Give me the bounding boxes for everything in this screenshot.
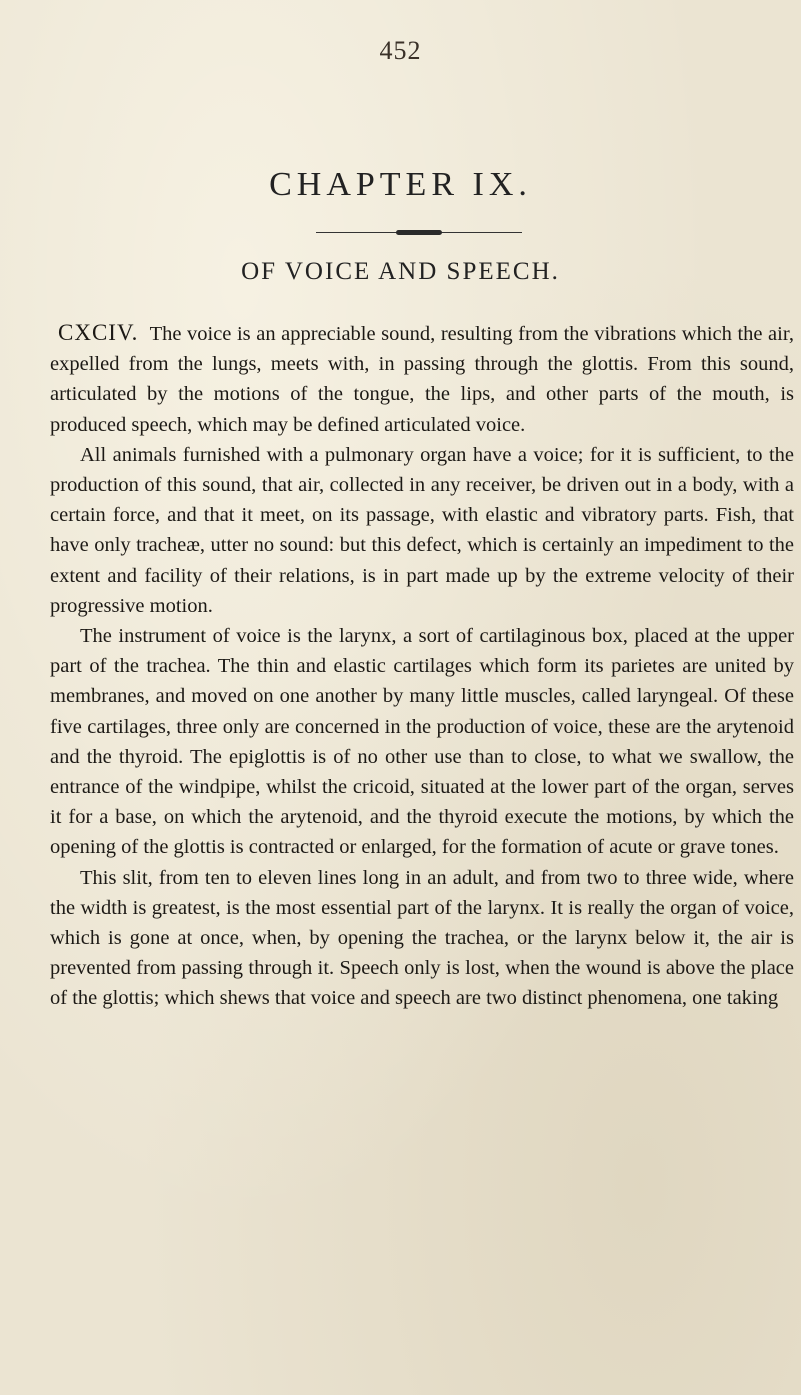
paragraph-4: This slit, from ten to eleven lines long in an adult, and from two to three wide, where the width is greatest, is the most essential part of the larynx. It is really the organ of voice, which is gone at once, when, by opening the trachea, or the larynx below it, the air is prevented from passing through it. Speech only is lost, when the wound is above the place of the glottis; which shews that voice and speech are two distinct phenomena, one taking xyxy=(50,866,794,1010)
rule-ornament xyxy=(396,230,442,235)
chapter-title: CHAPTER IX. xyxy=(269,166,532,203)
paragraph-2: All animals furnished with a pulmonary organ have a voice; for it is sufficient, to the production of this sound, that air, collected in any receiver, be driven out in a body, with a certain force, and that it meet, on its passage, with elastic and vibratory parts. Fish, that have only tracheæ, utter no sound: but this defect, which is certainly an impediment to the extent and facility of their relations, is in part made up by the extreme velocity of their progressive motion. xyxy=(50,443,794,617)
section-number: CXCIV. xyxy=(58,320,139,345)
paragraph-1 xyxy=(50,318,794,440)
paragraph-1-text: The voice is an appreciable sound, resulting from the vibrations which the air, expelled from the lungs, meets with, in passing through the glottis. From this sound, articulated by the motions of the tongue, the lips, and other parts of the mouth, is produced speech, which may be defined articulated voice. xyxy=(50,323,794,436)
ornamental-rule xyxy=(316,229,522,237)
page-number: 452 xyxy=(379,36,422,65)
section-title: OF VOICE AND SPEECH. xyxy=(241,258,560,285)
body-text xyxy=(50,318,794,1014)
paragraph-3: The instrument of voice is the larynx, a sort of cartilaginous box, placed at the upper part of the trachea. The thin and elastic cartilages which form its parietes are united by membranes, and moved on one another by many little muscles, called laryngeal. Of these five cartilages, three only are concerned in the production of voice, these are the arytenoid and the thyroid. The epiglottis is of no other use than to close, to what we swallow, the entrance of the windpipe, whilst the cricoid, situated at the lower part of the organ, serves it for a base, on which the arytenoid, and the thyroid execute the motions, by which the opening of the glottis is contracted or enlarged, for the formation of acute or grave tones. xyxy=(50,625,794,859)
